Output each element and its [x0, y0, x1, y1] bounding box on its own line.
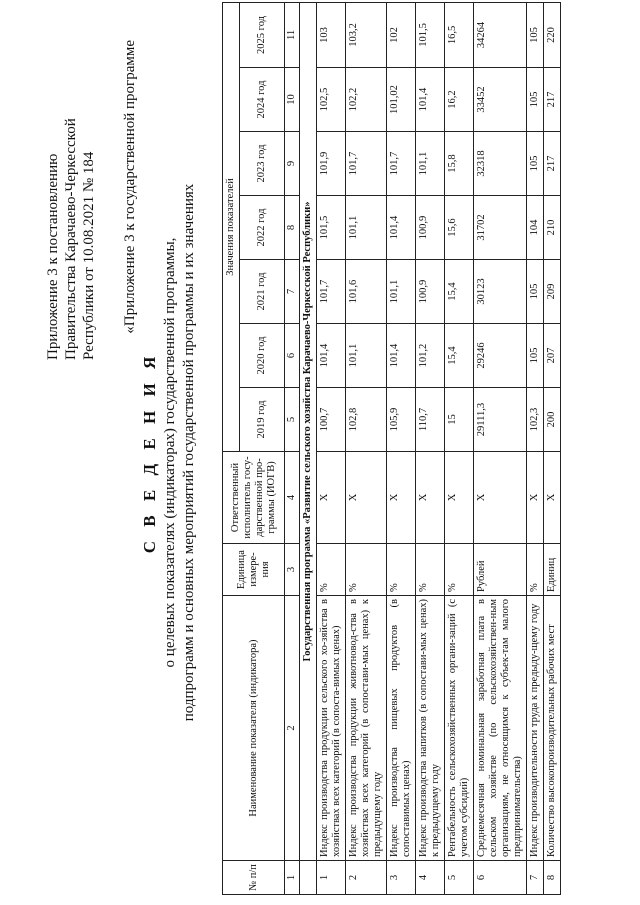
document-subtitle: о целевых показателях (индикаторах) государственной программы, — [162, 237, 178, 668]
value-cell: 101,7 — [346, 132, 387, 196]
document-title: С В Е Д Е Н И Я — [140, 351, 159, 554]
unit-cell: Рублей — [474, 544, 527, 596]
row-number: 7 — [527, 861, 544, 895]
unit-cell: % — [317, 544, 346, 596]
appendix-header — [44, 60, 98, 360]
value-cell: 101,7 — [387, 132, 416, 196]
table-row — [544, 2, 561, 894]
column-index-cell: 2 — [285, 596, 300, 861]
indicator-name: Индекс производства напитков (в сопостави-мых ценах) к предыдущему году — [416, 596, 445, 861]
table-row — [416, 2, 445, 894]
value-cell: 29111,3 — [474, 388, 527, 452]
table-row — [474, 2, 527, 894]
executor-cell: X — [445, 452, 474, 544]
value-cell: 102,8 — [346, 388, 387, 452]
table-row — [445, 2, 474, 894]
indicator-name: Индекс производства продукции животновод-ства в хозяйствах всех категорий (в сопостави-мых ценах) к предыдущему году — [346, 596, 387, 861]
value-cell: 16,2 — [445, 68, 474, 132]
value-cell: 34264 — [474, 2, 527, 67]
indicator-name: Количество высокопроизводительных рабочих мест — [544, 596, 561, 861]
value-cell: 101,9 — [317, 132, 346, 196]
value-cell: 105 — [527, 132, 544, 196]
indicator-name: Индекс производительности труда к предыду-щему году — [527, 596, 544, 861]
value-cell: 102 — [387, 2, 416, 67]
column-index-row — [285, 2, 300, 894]
document-subtitle: подпрограмм и основных мероприятий государственной программы и их значениях — [181, 183, 197, 722]
indicator-name: Индекс производства пищевых продуктов (в сопоставимых ценах) — [387, 596, 416, 861]
unit-cell: % — [346, 544, 387, 596]
value-cell: 105 — [527, 260, 544, 324]
row-number: 1 — [317, 861, 346, 895]
value-cell: 31702 — [474, 196, 527, 260]
executor-cell: X — [416, 452, 445, 544]
col-header-unit: Единица измере-ния — [223, 544, 285, 596]
col-header-year: 2022 год — [240, 196, 285, 260]
value-cell: 15 — [445, 388, 474, 452]
column-index-cell: 5 — [285, 388, 300, 452]
col-header-year: 2021 год — [240, 260, 285, 324]
value-cell: 103,2 — [346, 2, 387, 67]
row-number: 8 — [544, 861, 561, 895]
value-cell: 101,2 — [416, 324, 445, 388]
value-cell: 105 — [527, 68, 544, 132]
section-title: Государственная программа «Развитие сельского хозяйства Карачаево-Черкесской Республики» — [300, 2, 317, 860]
value-cell: 210 — [544, 196, 561, 260]
unit-cell: % — [387, 544, 416, 596]
unit-cell: % — [416, 544, 445, 596]
column-index-cell: 8 — [285, 196, 300, 260]
appendix-line: Приложение 3 к постановлению — [45, 153, 61, 360]
table-row — [527, 2, 544, 894]
value-cell: 110,7 — [416, 388, 445, 452]
row-number: 2 — [346, 861, 387, 895]
executor-cell: X — [527, 452, 544, 544]
indicators-table — [222, 2, 561, 895]
value-cell: 16,5 — [445, 2, 474, 67]
value-cell: 29246 — [474, 324, 527, 388]
value-cell: 102,3 — [527, 388, 544, 452]
value-cell: 101,1 — [416, 132, 445, 196]
value-cell: 15,4 — [445, 260, 474, 324]
col-header-year: 2020 год — [240, 324, 285, 388]
value-cell: 101,5 — [416, 2, 445, 67]
column-index-cell: 1 — [285, 861, 300, 895]
value-cell: 105 — [527, 324, 544, 388]
value-cell: 100,9 — [416, 196, 445, 260]
value-cell: 217 — [544, 132, 561, 196]
value-cell: 15,4 — [445, 324, 474, 388]
column-index-cell: 6 — [285, 324, 300, 388]
col-header-executor: Ответственный исполнитель госу-дарственной про-граммы (ИОГВ) — [223, 452, 285, 544]
row-number: 4 — [416, 861, 445, 895]
executor-cell: X — [346, 452, 387, 544]
value-cell: 101,1 — [387, 260, 416, 324]
value-cell: 103 — [317, 2, 346, 67]
col-header-year: 2024 год — [240, 68, 285, 132]
value-cell: 101,4 — [317, 324, 346, 388]
appendix-line: Республики от 10.08.2021 № 184 — [81, 151, 97, 360]
value-cell: 220 — [544, 2, 561, 67]
executor-cell: X — [544, 452, 561, 544]
col-header-num: № п/п — [223, 861, 285, 895]
indicator-name: Среднемесячная номинальная заработная плата в сельском хозяйстве (по сельскохозяйствен-ным организациям, не относящимся к субъек-там малого предпринимательства) — [474, 596, 527, 861]
value-cell: 101,7 — [317, 260, 346, 324]
col-header-name: Наименование показателя (индикатора) — [223, 596, 285, 861]
value-cell: 101,4 — [416, 68, 445, 132]
value-cell: 101,1 — [346, 196, 387, 260]
value-cell: 102,2 — [346, 68, 387, 132]
value-cell: 209 — [544, 260, 561, 324]
value-cell: 100,9 — [416, 260, 445, 324]
executor-cell: X — [317, 452, 346, 544]
value-cell: 101,4 — [387, 196, 416, 260]
executor-cell: X — [387, 452, 416, 544]
value-cell: 101,4 — [387, 324, 416, 388]
col-header-year: 2019 год — [240, 388, 285, 452]
unit-cell: Единиц — [544, 544, 561, 596]
value-cell: 101,6 — [346, 260, 387, 324]
column-index-cell: 9 — [285, 132, 300, 196]
value-cell: 100,7 — [317, 388, 346, 452]
value-cell: 15,8 — [445, 132, 474, 196]
col-header-year: 2025 год — [240, 2, 285, 67]
section-num-cell — [300, 861, 317, 895]
value-cell: 101,1 — [346, 324, 387, 388]
value-cell: 15,6 — [445, 196, 474, 260]
value-cell: 101,5 — [317, 196, 346, 260]
row-number: 5 — [445, 861, 474, 895]
table-row — [387, 2, 416, 894]
value-cell: 32318 — [474, 132, 527, 196]
column-index-cell: 7 — [285, 260, 300, 324]
col-header-year: 2023 год — [240, 132, 285, 196]
row-number: 3 — [387, 861, 416, 895]
column-index-cell: 10 — [285, 68, 300, 132]
unit-cell: % — [445, 544, 474, 596]
unit-cell: % — [527, 544, 544, 596]
value-cell: 207 — [544, 324, 561, 388]
value-cell: 105 — [527, 2, 544, 67]
value-cell: 101,02 — [387, 68, 416, 132]
column-index-cell: 3 — [285, 544, 300, 596]
column-index-cell: 4 — [285, 452, 300, 544]
value-cell: 200 — [544, 388, 561, 452]
value-cell: 217 — [544, 68, 561, 132]
section-row — [300, 2, 317, 894]
column-index-cell: 11 — [285, 2, 300, 67]
indicator-name: Рентабельность сельскохозяйственных органи-заций (с учетом субсидий) — [445, 596, 474, 861]
table-row — [317, 2, 346, 894]
appendix-line: Правительства Карачаево-Черкесской — [63, 118, 79, 360]
value-cell: 102,5 — [317, 68, 346, 132]
col-header-values: Значения показателей — [223, 2, 240, 451]
value-cell: 104 — [527, 196, 544, 260]
table-row — [346, 2, 387, 894]
indicator-name: Индекс производства продукции сельского хо-зяйства в хозяйствах всех категорий (в сопоста-вимых ценах) — [317, 596, 346, 861]
row-number: 6 — [474, 861, 527, 895]
executor-cell: X — [474, 452, 527, 544]
value-cell: 30123 — [474, 260, 527, 324]
value-cell: 33452 — [474, 68, 527, 132]
value-cell: 105,9 — [387, 388, 416, 452]
program-reference: «Приложение 3 к государственной программе — [122, 40, 138, 334]
